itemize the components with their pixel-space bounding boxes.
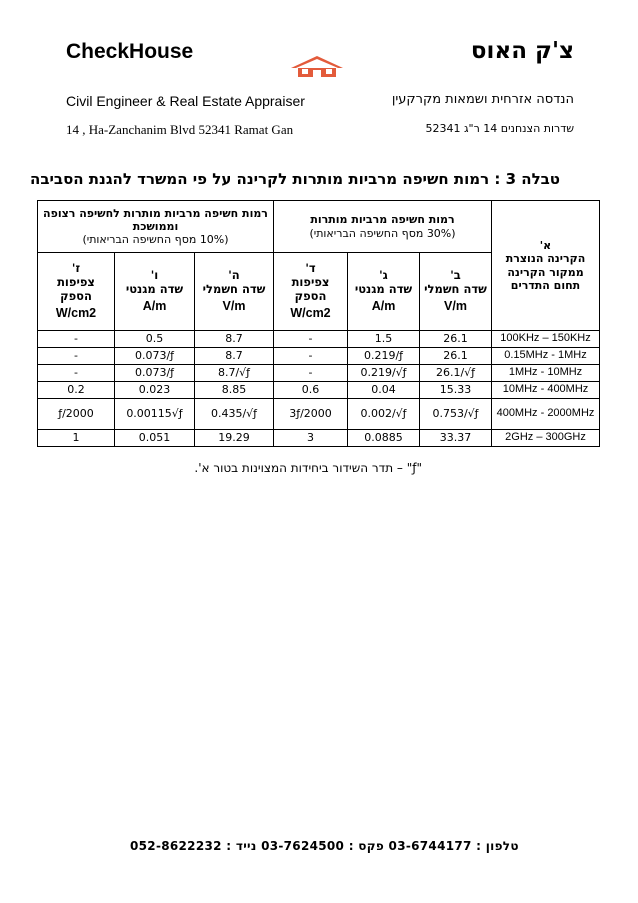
brand-name-he: צ'ק האוס bbox=[470, 38, 574, 64]
group-header-continuous: רמות חשיפה מרביות מותרות לחשיפה רצופה וממושכת (10% מסף החשיפה הבריאותי) bbox=[38, 201, 274, 253]
table-row: 1MHz - 10MHz 26.1/√ƒ 0.219/√ƒ - 8.7/√ƒ 0.073/ƒ - bbox=[38, 365, 600, 382]
table-row: 2GHz – 300GHz 33.37 0.0885 3 19.29 0.051 1 bbox=[38, 430, 600, 447]
brand-address-en: 14 , Ha-Zanchanim Blvd 52341 Ramat Gan bbox=[66, 122, 294, 137]
house-logo-icon bbox=[287, 54, 347, 78]
group-header-health: רמות חשיפה מרביות מותרות (30% מסף החשיפה הבריאותי) bbox=[274, 201, 492, 253]
col-header-c: ג' שדה מגנטי A/m bbox=[348, 253, 420, 331]
table-row: 10MHz - 400MHz 15.33 0.04 0.6 8.85 0.023 0.2 bbox=[38, 382, 600, 399]
table-title: טבלה 3 : רמות חשיפה מרביות מותרות לקרינה על פי המשרד להגנת הסביבה bbox=[30, 170, 560, 188]
col-header-f: ו' שדה מגנטי A/m bbox=[115, 253, 195, 331]
table-row: 100KHz – 150KHz 26.1 1.5 - 8.7 0.5 - bbox=[38, 331, 600, 348]
table-row: 0.15MHz - 1MHz 26.1 0.219/ƒ - 8.7 0.073/ƒ - bbox=[38, 348, 600, 365]
brand-address-he: שדרות הצנחנים 14 ר"ג 52341 bbox=[425, 122, 574, 135]
brand-subtitle-he: הנדסה אזרחית ושמאות מקרקעין bbox=[391, 92, 574, 107]
brand-subtitle-en: Civil Engineer & Real Estate Appraiser bbox=[66, 93, 305, 109]
col-header-a: א' הקרינה הנוצרת ממקור הקרינה תחום התדרים bbox=[492, 201, 600, 331]
exposure-table bbox=[37, 200, 600, 447]
col-header-d: ד' צפיפות הספק W/cm2 bbox=[274, 253, 348, 331]
contact-footer: טלפון : 03-6744177 פקס : 03-7624500 נייד : 052-8622232 bbox=[130, 839, 519, 853]
col-header-e: ה' שדה חשמלי V/m bbox=[195, 253, 274, 331]
col-header-g: ז' צפיפות הספק W/cm2 bbox=[38, 253, 115, 331]
brand-name-en: CheckHouse bbox=[66, 40, 194, 63]
col-header-b: ב' שדה חשמלי V/m bbox=[420, 253, 492, 331]
table-row: 400MHz - 2000MHz 0.753/√ƒ 0.002/√ƒ 3ƒ/2000 0.435/√ƒ 0.00115√ƒ ƒ/2000 bbox=[38, 399, 600, 430]
frequency-note: "ƒ" – תדר השידור ביחידות המצוינות בטור א'. bbox=[194, 461, 422, 475]
